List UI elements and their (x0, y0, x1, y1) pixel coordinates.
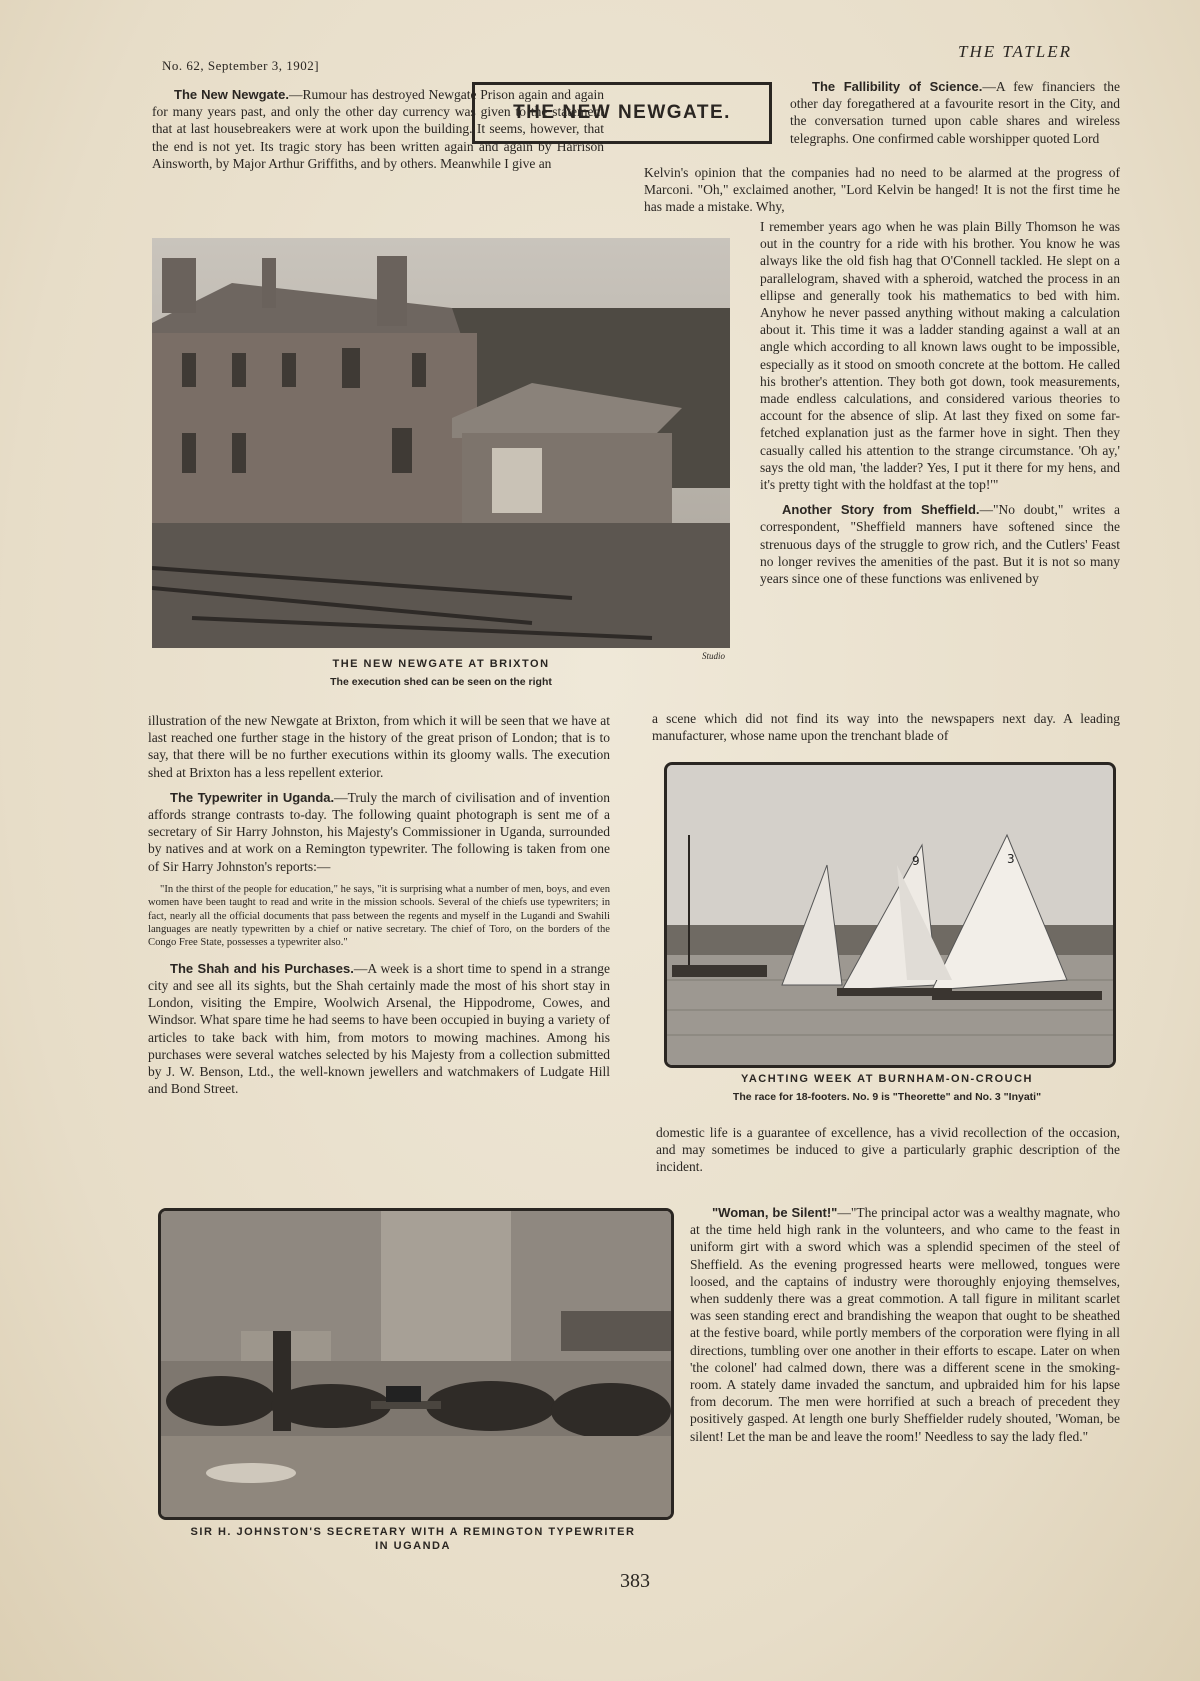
uganda-caption-line1: SIR H. JOHNSTON'S SECRETARY WITH A REMINGTON TYPEWRITER (190, 1526, 636, 1538)
sail-number-9: 9 (912, 854, 920, 868)
brixton-prison-illustration (152, 238, 730, 648)
newgate-text: —Rumour has destroyed Newgate Prison again and again for many years past, and only the other day currency was given to the statement that at last housebreakers were at work upon the building. It seems, however, that the end is not yet. Its tragic story has been written again and again by Harrison Ainsworth, by Major Arthur Griffiths, and by others. Meanwhile I give an (152, 87, 604, 171)
right-column-bottom (690, 1204, 1120, 1453)
newgate-intro (152, 86, 604, 180)
sheffield-continuation: a scene which did not find its way into the newspapers next day. A leading manufacturer, whose name upon the trenchant blade of (652, 711, 1120, 744)
yachting-caption-title: YACHTING WEEK AT BURNHAM-ON-CROUCH (741, 1073, 1033, 1085)
sheffield-continuation-block (652, 710, 1120, 752)
brixton-caption (152, 658, 730, 688)
fallibility-first-lines (790, 78, 1120, 147)
left-column-middle (148, 712, 610, 1105)
typewriter-paragraph (148, 789, 610, 875)
fallibility-narrow (760, 218, 1120, 587)
woman-silent-lead: "Woman, be Silent!" (712, 1205, 838, 1220)
yachting-caption-sub: The race for 18-footers. No. 9 is "Theorette" and No. 3 "Inyati" (732, 1091, 1042, 1103)
woman-silent-paragraph (690, 1204, 1120, 1445)
masthead: THE TATLER (958, 42, 1072, 61)
newgate-continuation: illustration of the new Newgate at Brixton, from which it will be seen that we have at last reached one further stage in the history of the great prison of London; that is to say, that there will be no further executions within its gloomy walls. The execution shed at Brixton has a less repellent exterior. (148, 713, 610, 780)
sheffield-ending: domestic life is a guarantee of excellence, has a vivid recollection of the occasion, and may sometimes be induced to give a particularly graphic description of the incident. (656, 1125, 1120, 1175)
article-title: THE NEW NEWGATE. (513, 102, 731, 123)
yachting-photo (664, 762, 1116, 1068)
shah-lead: The Shah and his Purchases. (170, 960, 354, 976)
fallibility-wide-lines (644, 164, 1120, 216)
fallibility-paragraph (790, 78, 1120, 147)
brixton-caption-title: THE NEW NEWGATE AT BRIXTON (332, 658, 550, 670)
fallibility-text2: Kelvin's opinion that the companies had no need to be alarmed at the progress of Marconi. "Oh," exclaimed another, "Lord Kelvin be hanged! It is not the first time he has made a mistake. Why, (644, 165, 1120, 215)
photo-credit: Studio (702, 651, 726, 661)
brixton-caption-sub: The execution shed can be seen on the right (330, 676, 552, 688)
fallibility-text3: I remember years ago when he was plain Billy Thomson he was out in the country for a ride with his brother. You know he was always like the old fish hag that O'Connell tackled. He slept on a parallelogram, shaved with a spheroid, watched the process in an ellipse and generally took his mathematics to bed with him. Anyhow he never passed anything without making a calculation about it. This time it was a ladder standing against a wall at an angle which according to all known laws ought to be impossible, especially as it stood on smooth concrete at the bottom. He called his brother's attention. They both got down, took measurements, made endless calculations, and considered various theories to account for the absence of slip. At last they fixed on some far-fetched explanation just as the farmer hove in sight. Then they casually called his attention to the strange circumstance. 'Oh ay,' says the old man, 'the ladder? Yes, I put it there for my hens, and it's pretty tight with the holdfast at the top!'" (760, 219, 1120, 493)
yachting-caption (650, 1073, 1124, 1103)
fallibility-lead: The Fallibility of Science. (812, 79, 983, 94)
newgate-lead: The New Newgate. (174, 87, 289, 102)
brixton-photo (152, 238, 730, 648)
newgate-paragraph (152, 86, 604, 172)
shah-text: —A week is a short time to spend in a strange city and see all its sights, but the Shah certainly made the most of his short stay in London, visiting the Empire, Woolwich Arsenal, the Hippodrome, Cowes, and Windsor. What spare time he had seems to have been occupied in buying a variety of articles to take back with him, from motors to mowing machines. Among his purchases were several watches selected by his Majesty from a collection submitted by J. W. Benson, Ltd., the well-known jewellers and watchmakers of Ludgate Hill and Bond Street. (148, 960, 610, 1097)
yachting-illustration (667, 765, 1113, 1065)
uganda-photo (158, 1208, 674, 1520)
page-number: 383 (620, 1570, 650, 1592)
uganda-typewriter-illustration (161, 1211, 671, 1517)
fallibility-text1: —A few financiers the other day foregathered at a favourite resort in the City, and the conversation turned upon cable shares and wireless telegraphs. One confirmed cable worshipper quoted Lord (790, 79, 1120, 146)
sheffield-paragraph (760, 501, 1120, 587)
uganda-caption-line2: IN UGANDA (375, 1540, 451, 1552)
johnston-quote: "In the thirst of the people for education," he says, "it is surprising what a number of men, boys, and even women have been taught to read and write in the mission schools. Several of the chiefs use typewriters; in fact, nearly all the official documents that pass between the regents and myself in the Lugandi and Swahili languages are neatly typewritten by a chief or native secretary. The chief of Toro, on the borders of the Congo Free State, possesses a typewriter also." (148, 883, 610, 949)
right-column-middle (656, 1124, 1120, 1184)
shah-paragraph (148, 960, 610, 1098)
sheffield-text: —"No doubt," writes a correspondent, "Sheffield manners have softened since the strenuous days of the struggle to grow rich, and the Cutlers' Feast no longer revives the amenities of the past. But it is not so many years since one of these functions was enlivened by (760, 502, 1120, 587)
typewriter-lead: The Typewriter in Uganda. (170, 789, 335, 805)
sail-number-3: 3 (1007, 852, 1015, 866)
typewriter-text: —Truly the march of civilisation and of invention affords strange contrasts to-day. The following quaint photograph is sent me of a secretary of Sir Harry Johnston, his Majesty's Commissioner in Uganda, surrounded by natives and at work on a Remington typewriter. The following is taken from one of Sir Harry Johnston's reports:— (148, 789, 610, 874)
sheffield-lead: Another Story from Sheffield. (782, 502, 980, 518)
issue-header: No. 62, September 3, 1902] (162, 58, 320, 73)
uganda-caption (158, 1526, 668, 1552)
woman-silent-text: —"The principal actor was a wealthy magnate, who at the time held high rank in the volunteers, and who came to the feast in uniform girt with a sword which was a splendid specimen of the steel of Sheffield. As the evening progressed hearts were mellowed, tongues were loosed, and the captains of industry were thoroughly enjoying themselves, when suddenly there was a great commotion. A tall figure in militant scarlet was seen standing erect and brandishing the weapon that ought to be sheathed at the festive board, while portly members of the corporation were flying in all directions, tumbling over one another in their efforts to escape. Later on when 'the colonel' had calmed down, there was a different scene in the smoking-room. A stately dame invaded the sanctum, and upbraided him for his lapse from decorum. The men were horrified at such a breach of precedent they positively gasped. At length one burly Sheffielder rudely shouted, 'Woman, be silent! Let the man be and leave the room!' Needless to say the lady fled." (690, 1205, 1120, 1444)
